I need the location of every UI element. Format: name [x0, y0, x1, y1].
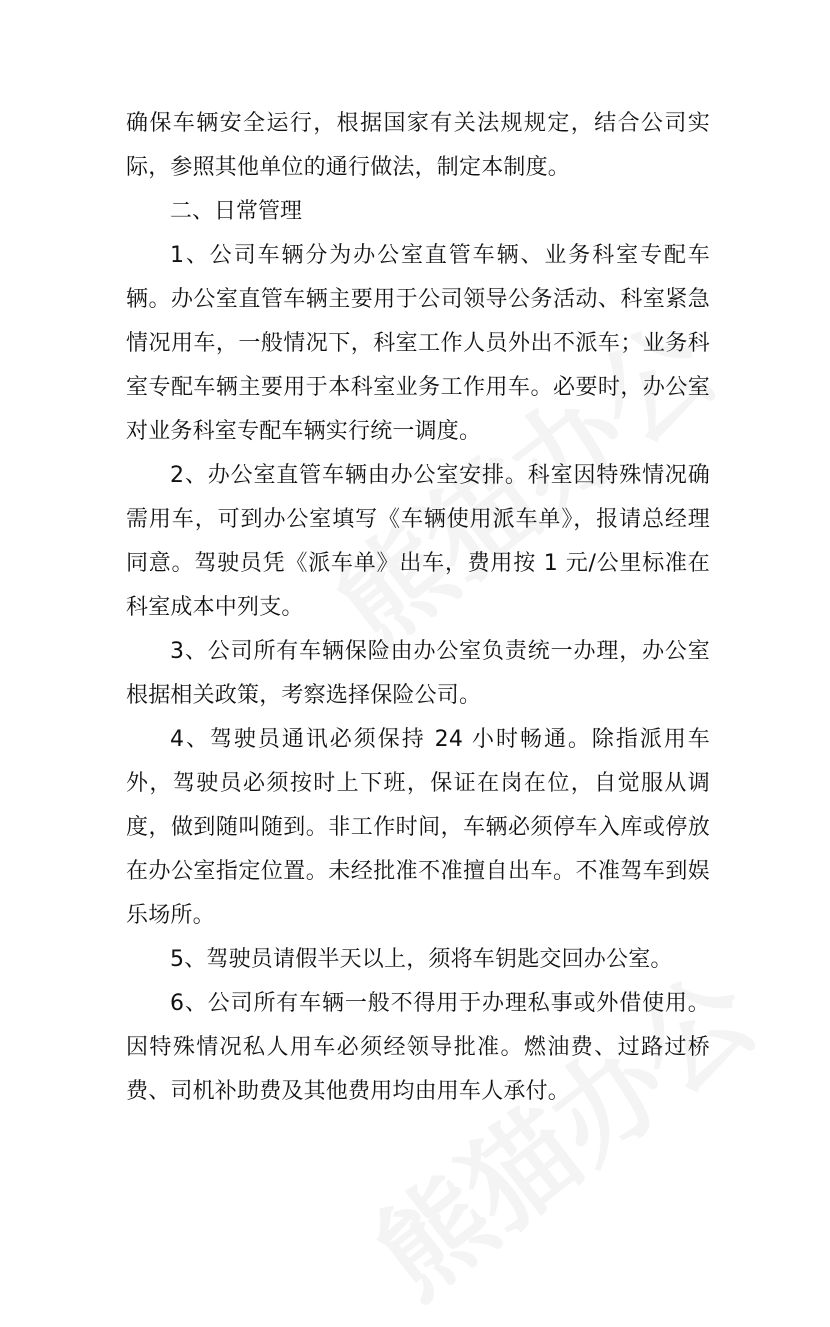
rule-paragraph-5: 5、驾驶员请假半天以上，须将车钥匙交回办公室。 [170, 947, 673, 972]
rule-paragraph-2: 2、办公室直管车辆由办公室安排。科室因特殊情况确需用车，可到办公室填写《车辆使用派车单》，报请总经理同意。驾驶员凭《派车单》出车，费用按 1 元/公里标准在科室成本中列支。 [126, 463, 710, 620]
rule-paragraph-4: 4、驾驶员通讯必须保持 24 小时畅通。除指派用车外，驾驶员必须按时上下班，保证在岗在位，自觉服从调度，做到随叫随到。非工作时间，车辆必须停车入库或停放在办公室指定位置。未经批准不准擅自出车。不准驾车到娱乐场所。 [126, 727, 710, 928]
intro-paragraph: 确保车辆安全运行，根据国家有关法规规定，结合公司实际，参照其他单位的通行做法，制定本制度。 [126, 111, 710, 180]
rule-paragraph-6: 6、公司所有车辆一般不得用于办理私事或外借使用。因特殊情况私人用车必须经领导批准。燃油费、过路过桥费、司机补助费及其他费用均由用车人承付。 [126, 991, 710, 1104]
rule-paragraph-1: 1、公司车辆分为办公室直管车辆、业务科室专配车辆。办公室直管车辆主要用于公司领导公务活动、科室紧急情况用车，一般情况下，科室工作人员外出不派车；业务科室专配车辆主要用于本科室业务工作用车。必要时，办公室对业务科室专配车辆实行统一调度。 [126, 243, 710, 444]
section-heading: 二、日常管理 [170, 199, 303, 224]
rule-paragraph-3: 3、公司所有车辆保险由办公室负责统一办理，办公室根据相关政策，考察选择保险公司。 [126, 639, 710, 708]
document-body [126, 102, 710, 1114]
